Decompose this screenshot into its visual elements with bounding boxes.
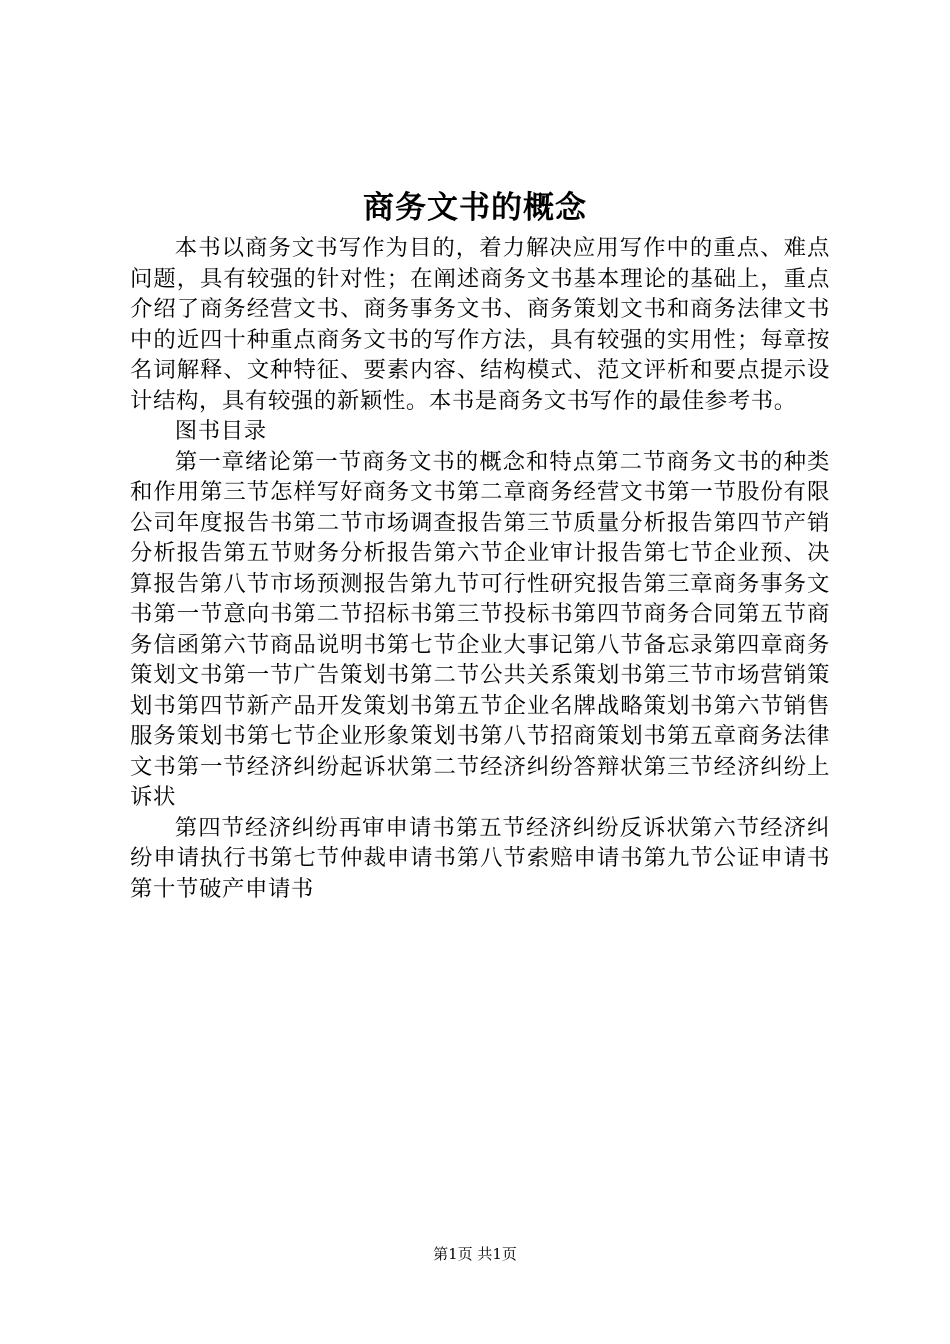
toc-continuation-paragraph: 第四节经济纠纷再审申请书第五节经济纠纷反诉状第六节经济纠纷申请执行书第七节仲裁申请书第八节索赔申请书第九节公证申请书第十节破产申请书 xyxy=(130,814,830,902)
intro-paragraph: 本书以商务文书写作为目的，着力解决应用写作中的重点、难点问题，具有较强的针对性；在阐述商务文书基本理论的基础上，重点介绍了商务经营文书、商务事务文书、商务策划文书和商务法律文书中的近四十种重点商务文书的写作方法，具有较强的实用性；每章按名词解释、文种特征、要素内容、结构模式、范文评析和要点提示设计结构，具有较强的新颖性。本书是商务文书写作的最佳参考书。 xyxy=(130,235,830,414)
document-title: 商务文书的概念 xyxy=(363,190,587,226)
toc-paragraph: 第一章绪论第一节商务文书的概念和特点第二节商务文书的种类和作用第三节怎样写好商务文书第二章商务经营文书第一节股份有限公司年度报告书第二节市场调查报告第三节质量分析报告第四节产销分析报告第五节财务分析报告第六节企业审计报告第七节企业预、决算报告第八节市场预测报告第九节可行性研究报告第三章商务事务文书第一节意向书第二节招标书第三节投标书第四节商务合同第五节商务信函第六节商品说明书第七节企业大事记第八节备忘录第四章商务策划文书第一节广告策划书第二节公共关系策划书第三节市场营销策划书第四节新产品开发策划书第五节企业名牌战略策划书第六节销售服务策划书第七节企业形象策划书第八节招商策划书第五章商务法律文书第一节经济纠纷起诉状第二节经济纠纷答辩状第三节经济纠纷上诉状 xyxy=(130,448,830,810)
page-footer: 第1页 共1页 xyxy=(433,1245,517,1263)
document-body xyxy=(130,233,830,904)
toc-heading: 图书目录 xyxy=(174,418,267,444)
